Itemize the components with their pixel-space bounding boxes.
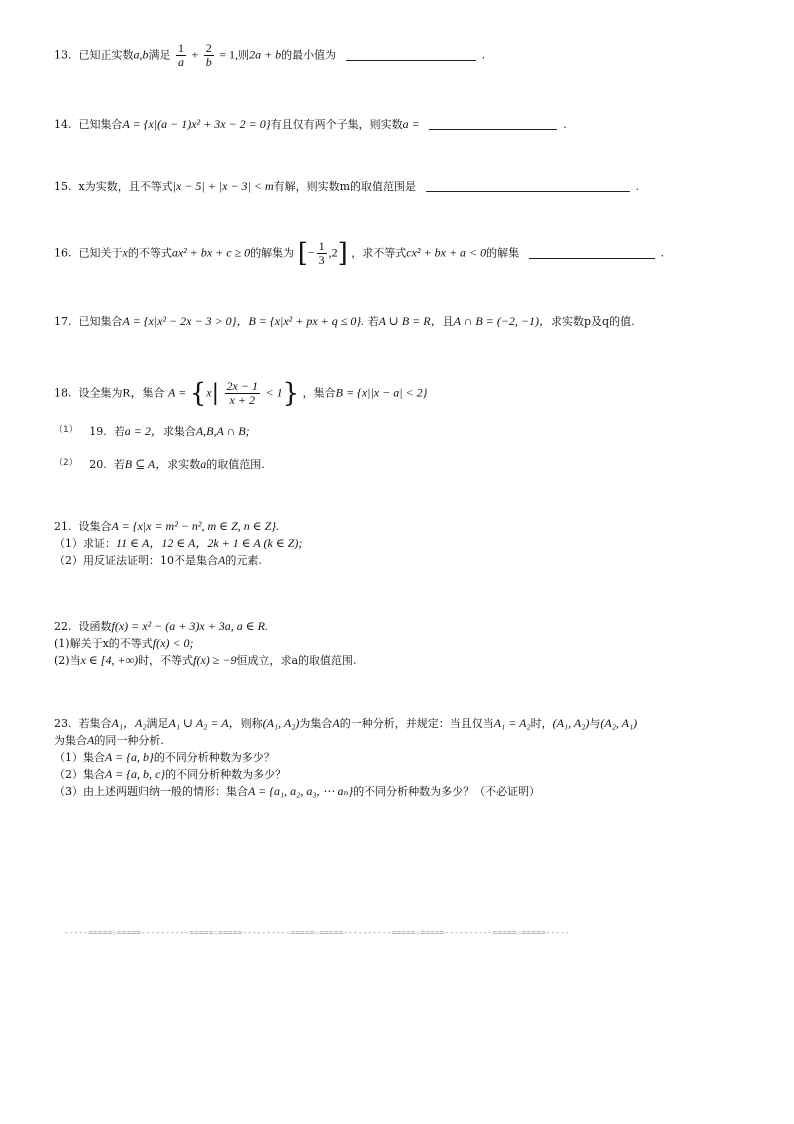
answer-blank	[426, 179, 630, 192]
question-13: 13. 已知正实数a,b满足 $\frac{1}{a}$ + $\frac{2}{b}$ = 1,则2a + b的最小值为 .	[54, 41, 486, 69]
question-number: 20.	[89, 458, 107, 471]
question-number: 21.	[54, 520, 72, 533]
question-number: 22.	[54, 620, 72, 633]
answer-blank	[529, 246, 655, 259]
question-21: 21. 设集合A = {x|x = m² − n², m ∈ Z, n ∈ Z}. （1）求证：11 ∈ A，12 ∈ A，2k + 1 ∈ A (k ∈ Z); （2）用反证法证明：10不是集合A的元素.	[54, 519, 303, 567]
fraction: $\frac{2x - 1}{x + 2}$	[226, 379, 258, 407]
sub-question-marker: （1）	[54, 425, 78, 435]
question-number: 17.	[54, 315, 72, 328]
fraction: $\frac{1}{3}$	[318, 239, 325, 267]
question-18: 18. 设全集为R，集合 A = {x| $\frac{2x - 1}{x + 2}$ < 1} ，集合B = {x||x − a| < 2}	[54, 378, 428, 409]
question-number: 13.	[54, 48, 72, 62]
question-16: 16. 已知关于x的不等式ax² + bx + c ≥ 0的解集为 [− $\frac{1}{3}$ ,2] ，求不等式cx² + bx + a < 0的解集 .	[54, 238, 665, 269]
page-divider: -----=====☆=====----------=====☆=====----------=====☆=====----------=====☆=====----------=====☆=====-----	[64, 928, 570, 937]
question-17: 17. 已知集合A = {x|x² − 2x − 3 > 0}，B = {x|x² + px + q ≤ 0}. 若A ∪ B = R，且A ∩ B = (−2, −1)，求实数p及q的值.	[54, 314, 635, 328]
fraction: $\frac{1}{a}$	[178, 41, 184, 69]
question-20: $^{(2)}$ 20. 若B ⊆ A，求实数a的取值范围.	[54, 457, 265, 471]
question-22: 22. 设函数f(x) = x² − (a + 3)x + 3a, a ∈ R. (1)解关于x的不等式f(x) < 0; (2)当x ∈ [4, +∞)时，不等式f(x) ≥ −9恒成立，求a的取值范围.	[54, 619, 357, 667]
question-number: 18.	[54, 386, 72, 400]
question-19: $^{(1)}$ 19. 若a = 2，求集合A,B,A ∩ B;	[54, 424, 250, 438]
answer-blank	[346, 48, 476, 61]
question-14: 14. 已知集合A = {x|(a − 1)x² + 3x − 2 = 0}有且仅有两个子集，则实数a = .	[54, 117, 567, 131]
question-number: 15.	[54, 180, 72, 193]
sub-question-marker: （2）	[54, 458, 78, 468]
question-number: 19.	[89, 425, 107, 438]
question-number: 14.	[54, 118, 72, 131]
question-15: 15. x为实数，且不等式|x − 5| + |x − 3| < m有解，则实数m的取值范围是 .	[54, 179, 640, 193]
question-number: 23.	[54, 717, 72, 730]
fraction: $\frac{2}{b}$	[205, 41, 212, 69]
question-number: 16.	[54, 246, 72, 260]
answer-blank	[429, 117, 557, 130]
question-23: 23. 若集合A₁，A₂满足A₁ ∪ A₂ = A，则称(A₁, A₂)为集合A的一种分析，并规定：当且仅当A₁ = A₂时，(A₁, A₂)与(A₂, A₁) 为集合A的同一种分析. （1）集合A = {a, b}的不同分析种数为多少？ （2）集合A = {a, b, c}的不同分析种数为多少？ （3）由上述两题归纳一般的情形：集合A = {a₁, a₂, a₃, ⋯ aₙ}的不同分析种数为多少？（不必证明）	[54, 716, 638, 798]
